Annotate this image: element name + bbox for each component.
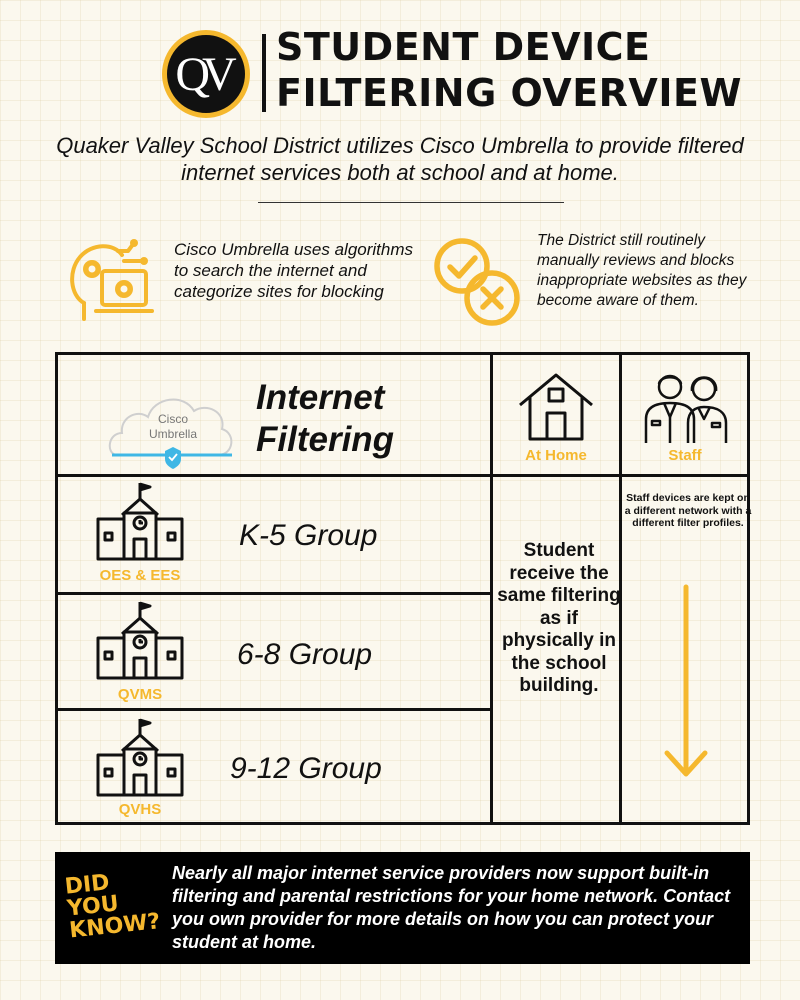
umbrella-logo-line2: Umbrella bbox=[148, 427, 198, 441]
school-icon bbox=[96, 481, 186, 561]
school-icon bbox=[96, 600, 186, 680]
at-home-label: At Home bbox=[525, 447, 587, 464]
logo-monogram: QV bbox=[175, 47, 229, 101]
school-icon bbox=[96, 717, 186, 797]
school-label-middle: QVMS bbox=[117, 686, 163, 703]
section-divider bbox=[258, 202, 564, 203]
umbrella-logo-line1: Cisco bbox=[157, 412, 189, 426]
ai-gears-icon bbox=[62, 233, 162, 325]
intro-text: Quaker Valley School District utilizes Cisco Umbrella to provide filtered internet services both at school and at home. bbox=[56, 133, 744, 185]
staff-network-text: Staff devices are kept on a different network with a different filter profiles. bbox=[624, 492, 752, 529]
did-you-know-text: Nearly all major internet service providers now support built-in filtering and parental restrictions for your home network. Contact you own provider for more details on how you can protect your student at home. bbox=[172, 863, 731, 952]
did-you-know-badge: DID YOU KNOW? bbox=[63, 870, 162, 944]
check-x-icon bbox=[430, 236, 530, 336]
cisco-umbrella-logo bbox=[108, 389, 238, 469]
feature-manual-review-text: The District still routinely manually reviews and blocks inappropriate websites as they become aware of them. bbox=[537, 232, 747, 309]
home-filtering-text: Student receive the same filtering as if physically in the school building. bbox=[497, 540, 621, 696]
header-row-divider bbox=[58, 474, 747, 477]
did-you-know-banner bbox=[55, 852, 750, 964]
down-arrow-icon bbox=[664, 583, 708, 779]
group-label-k5: K-5 Group bbox=[239, 519, 378, 552]
staff-label: Staff bbox=[668, 447, 702, 464]
filtering-table bbox=[55, 352, 750, 825]
feature-algorithm-text: Cisco Umbrella uses algorithms to search the internet and categorize sites for blocking bbox=[174, 240, 414, 301]
row-divider-2 bbox=[58, 708, 490, 711]
group-label-6-8: 6-8 Group bbox=[237, 638, 373, 671]
house-icon bbox=[516, 371, 596, 443]
district-logo bbox=[162, 30, 250, 118]
internet-filtering-heading: Internet Filtering bbox=[256, 378, 395, 459]
staff-icon bbox=[640, 369, 732, 445]
school-label-high: QVHS bbox=[118, 801, 162, 818]
school-label-elementary: OES & EES bbox=[99, 567, 181, 584]
column-divider-home bbox=[490, 355, 493, 822]
title-divider bbox=[262, 34, 266, 112]
group-label-9-12: 9-12 Group bbox=[230, 752, 382, 785]
row-divider-1 bbox=[58, 592, 490, 595]
page-title: STUDENT DEVICE FILTERING OVERVIEW bbox=[276, 25, 742, 115]
